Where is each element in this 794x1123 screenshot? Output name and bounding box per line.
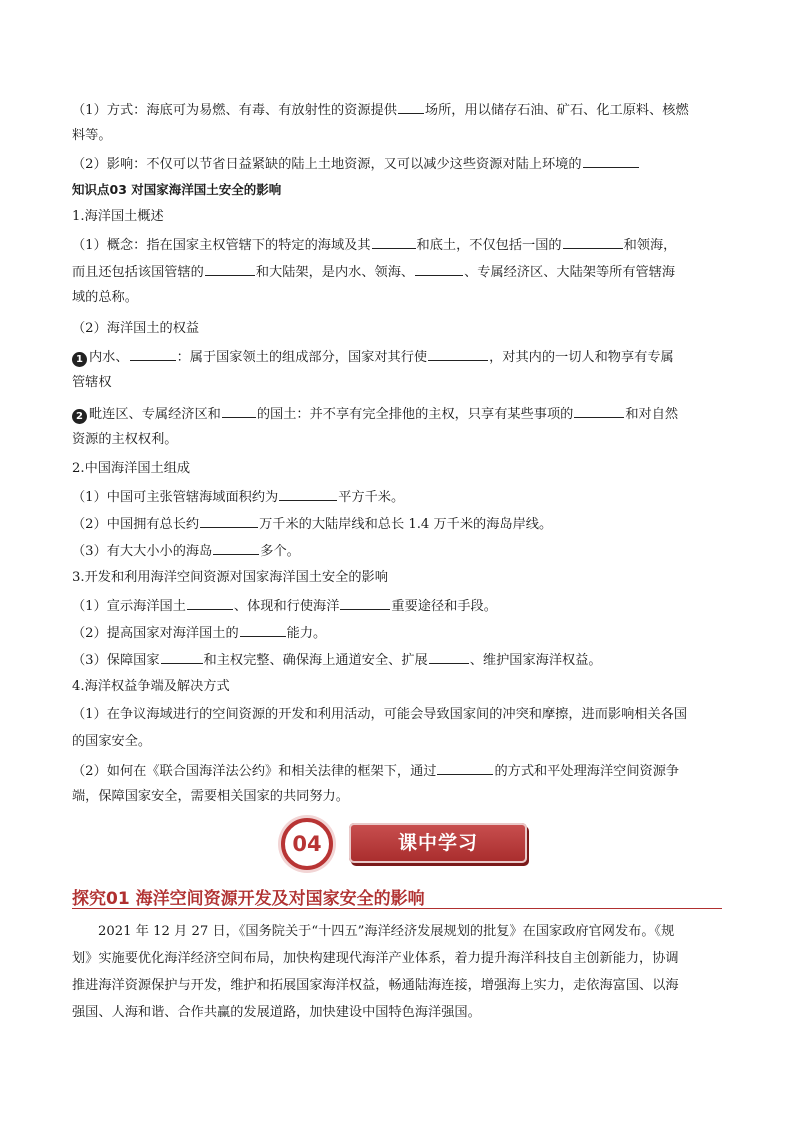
banner-label: 课中学习: [397, 832, 478, 854]
concept-line: 域的总称。: [72, 290, 138, 305]
impact-item: [72, 596, 732, 616]
text: 场所，用以储存石油、矿石、化工原料、核燃: [424, 103, 689, 118]
rights-item: [72, 404, 732, 424]
text: 和大陆架，是内水、领海、: [255, 265, 415, 280]
circled-number: 2: [72, 409, 87, 424]
text: （3）保障国家: [72, 653, 160, 668]
text: ，对其内的一切人和物享有专属: [489, 350, 674, 365]
rights-heading: （2）海洋国土的权益: [72, 321, 200, 336]
storage-method-line-cont: [72, 127, 732, 145]
text: 毗连区、专属经济区和: [89, 407, 221, 422]
fill-blank[interactable]: [222, 404, 256, 418]
composition-line: [72, 487, 732, 507]
concept-line: [72, 235, 732, 255]
text: 的方式和平处理海洋空间资源争: [494, 764, 680, 779]
dispute-line: （1）在争议海域进行的空间资源的开发和利用活动，可能会导致国家间的冲突和摩擦，进而影响相关各国: [72, 707, 688, 722]
text: 平方千米。: [338, 490, 405, 505]
section-heading: 3.开发和利用海洋空间资源对国家海洋国土安全的影响: [72, 570, 388, 585]
banner-number: 04: [292, 832, 322, 856]
text: 万千米的大陆岸线和总长 1.4 万千米的海岛岸线。: [259, 517, 553, 532]
explore-paragraph-line: 强国、人海和谐、合作共赢的发展道路，加快建设中国特色海洋强国。: [72, 1005, 481, 1020]
text: （3）有大大小小的海岛: [72, 544, 213, 559]
text: 内水、: [89, 350, 129, 365]
text: 多个。: [260, 544, 300, 559]
text: 、维护国家海洋权益。: [469, 653, 602, 668]
banner-number-badge: [281, 818, 333, 870]
text: ：属于国家领土的组成部分，国家对其行使: [176, 350, 428, 365]
fill-blank[interactable]: [205, 262, 255, 276]
rights-item: [72, 347, 732, 367]
text: 、专属经济区、大陆架等所有管辖海: [464, 265, 676, 280]
fill-blank[interactable]: [437, 761, 493, 775]
rights-item-cont: 资源的主权权利。: [72, 432, 178, 447]
fill-blank[interactable]: [187, 596, 233, 610]
concept-line: [72, 262, 732, 282]
explore-divider: [72, 908, 722, 909]
text: （1）中国可主张管辖海域面积约为: [72, 490, 279, 505]
text: 料等。: [72, 128, 112, 143]
impact-item: [72, 650, 732, 670]
text: 、体现和行使海洋: [233, 599, 340, 614]
text: （2）如何在《联合国海洋法公约》和相关法律的框架下，通过: [72, 764, 437, 779]
impact-line: [72, 154, 732, 174]
explore-title: 探究01 海洋空间资源开发及对国家安全的影响: [72, 889, 425, 909]
fill-blank[interactable]: [340, 596, 390, 610]
text: （2）提高国家对海洋国土的: [72, 626, 239, 641]
text: 而且还包括该国管辖的: [72, 265, 204, 280]
text: 的国土：并不享有完全排他的主权，只享有某些事项的: [256, 407, 574, 422]
composition-line: [72, 541, 732, 561]
fill-blank[interactable]: [398, 100, 424, 114]
fill-blank[interactable]: [240, 623, 286, 637]
text: （2）中国拥有总长约: [72, 517, 200, 532]
fill-blank[interactable]: [428, 347, 488, 361]
fill-blank[interactable]: [372, 235, 416, 249]
text: （1）概念：指在国家主权管辖下的特定的海域及其: [72, 238, 371, 253]
text: 和主权完整、确保海上通道安全、扩展: [203, 653, 428, 668]
dispute-line: 端，保障国家安全，需要相关国家的共同努力。: [72, 789, 349, 804]
explore-paragraph-line: 推进海洋资源保护与开发，维护和拓展国家海洋权益，畅通陆海连接，增强海上实力，走依海富国、以海: [72, 978, 679, 993]
fill-blank[interactable]: [583, 154, 639, 168]
knowledge-point-title: 知识点03 对国家海洋国土安全的影响: [72, 182, 282, 197]
text: （1）宣示海洋国土: [72, 599, 186, 614]
rights-item-cont: 管辖权: [72, 375, 112, 390]
explore-paragraph-line: 划》实施要优化海洋经济空间布局，加快构建现代海洋产业体系，着力提升海洋科技自主创新能力，协调: [72, 951, 679, 966]
text: 和对自然: [625, 407, 679, 422]
storage-method-line: [72, 100, 732, 120]
explore-paragraph-line: 2021 年 12 月 27 日，《国务院关于“十四五”海洋经济发展规划的批复》在国家政府官网发布。《规: [98, 924, 675, 939]
fill-blank[interactable]: [213, 541, 259, 555]
fill-blank[interactable]: [161, 650, 203, 664]
dispute-line: [72, 761, 732, 781]
composition-line: [72, 514, 732, 534]
text: 和底土，不仅包括一国的: [416, 238, 562, 253]
fill-blank[interactable]: [200, 514, 258, 528]
text: （2）影响：不仅可以节省日益紧缺的陆上土地资源，又可以减少这些资源对陆上环境的: [72, 157, 582, 172]
fill-blank[interactable]: [563, 235, 623, 249]
text: 和领海，: [623, 238, 677, 253]
text: 能力。: [286, 626, 327, 641]
fill-blank[interactable]: [130, 347, 176, 361]
dispute-line: 的国家安全。: [72, 734, 152, 749]
section-heading: 4.海洋权益争端及解决方式: [72, 679, 230, 694]
fill-blank[interactable]: [574, 404, 624, 418]
section-banner: [281, 818, 531, 870]
fill-blank[interactable]: [279, 487, 337, 501]
fill-blank[interactable]: [429, 650, 469, 664]
banner-bar: [349, 823, 527, 863]
circled-number: 1: [72, 352, 87, 367]
section-heading: 2.中国海洋国土组成: [72, 461, 191, 476]
fill-blank[interactable]: [415, 262, 463, 276]
impact-item: [72, 623, 732, 643]
section-heading: 1.海洋国土概述: [72, 209, 164, 224]
text: 重要途径和手段。: [391, 599, 497, 614]
text: （1）方式：海底可为易燃、有毒、有放射性的资源提供: [72, 103, 397, 118]
